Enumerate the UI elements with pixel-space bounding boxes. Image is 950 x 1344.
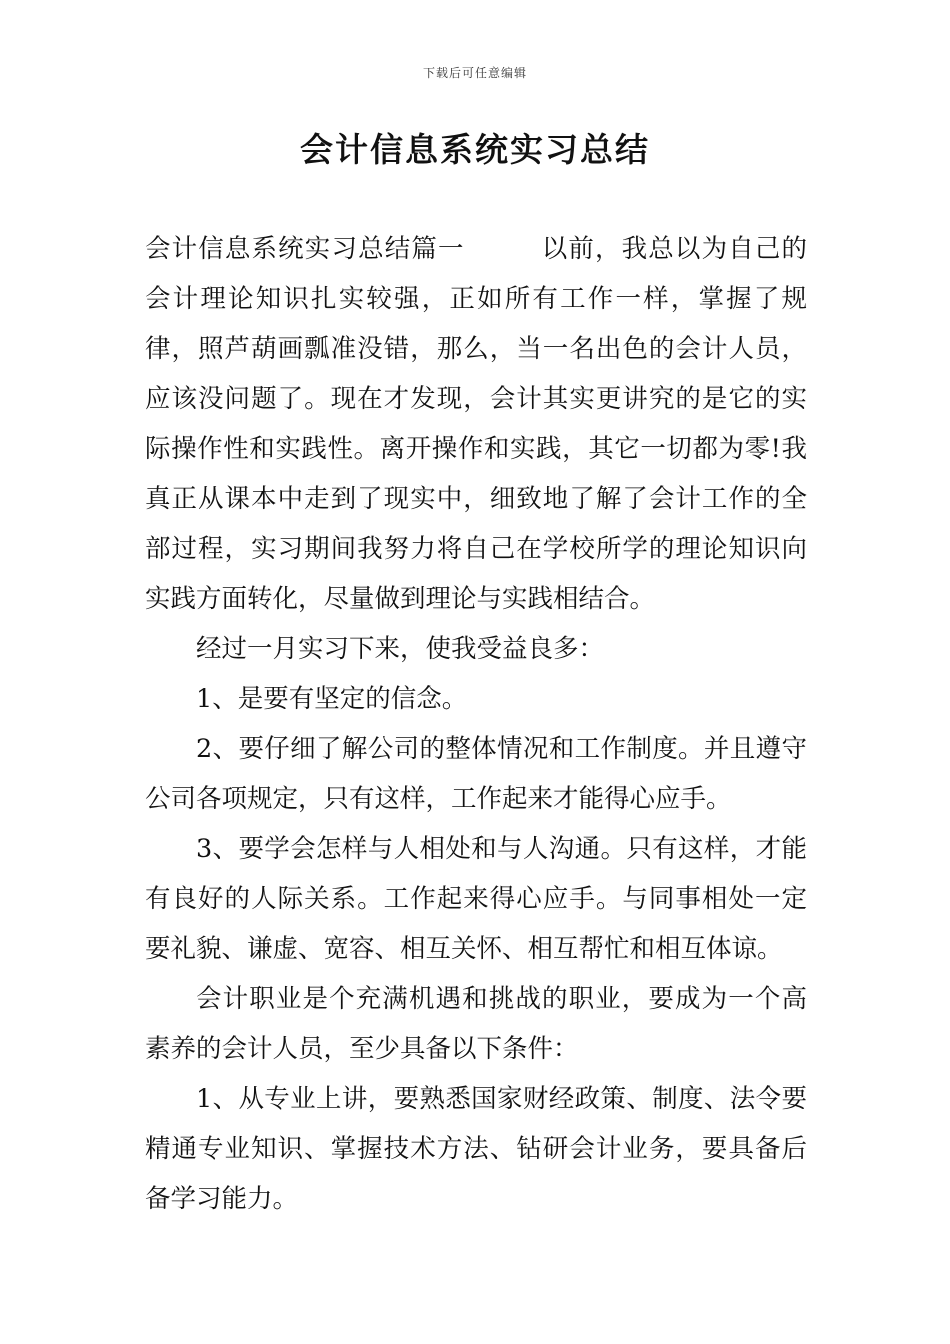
intro-text: 以前，我总以为自己的会计理论知识扎实较强，正如所有工作一样，掌握了规律，照芦葫画瓢准没错，那么，当一名出色的会计人员，应该没问题了。现在才发现，会计其实更讲究的是它的实际操作性和实践性。离开操作和实践，其它一切都为零!我真正从课本中走到了现实中，细致地了解了会计工作的全部过程，实习期间我努力将自己在学校所学的理论知识向实践方面转化，尽量做到理论与实践相结合。: [145, 234, 807, 614]
header-note: 下载后可任意编辑: [422, 66, 527, 80]
paragraph: 1、从专业上讲，要熟悉国家财经政策、制度、法令要精通专业知识、掌握技术方法、钻研会计业务，要具备后备学习能力。: [145, 1084, 807, 1214]
document-body: [145, 224, 807, 1224]
intro-paragraph: [145, 224, 807, 624]
paragraph: 经过一月实习下来，使我受益良多：: [196, 634, 605, 664]
paragraph: 会计职业是个充满机遇和挑战的职业，要成为一个高素养的会计人员，至少具备以下条件：: [145, 984, 807, 1064]
paragraph: 3、要学会怎样与人相处和与人沟通。只有这样，才能有良好的人际关系。工作起来得心应手。与同事相处一定要礼貌、谦虚、宽容、相互关怀、相互帮忙和相互体谅。: [145, 834, 807, 964]
intro-lead: 会计信息系统实习总结篇一: [145, 234, 465, 264]
paragraph: 1、是要有坚定的信念。: [196, 684, 468, 714]
paragraph: 2、要仔细了解公司的整体情况和工作制度。并且遵守公司各项规定，只有这样，工作起来才能得心应手。: [145, 734, 807, 814]
document-title: 会计信息系统实习总结: [300, 130, 650, 169]
